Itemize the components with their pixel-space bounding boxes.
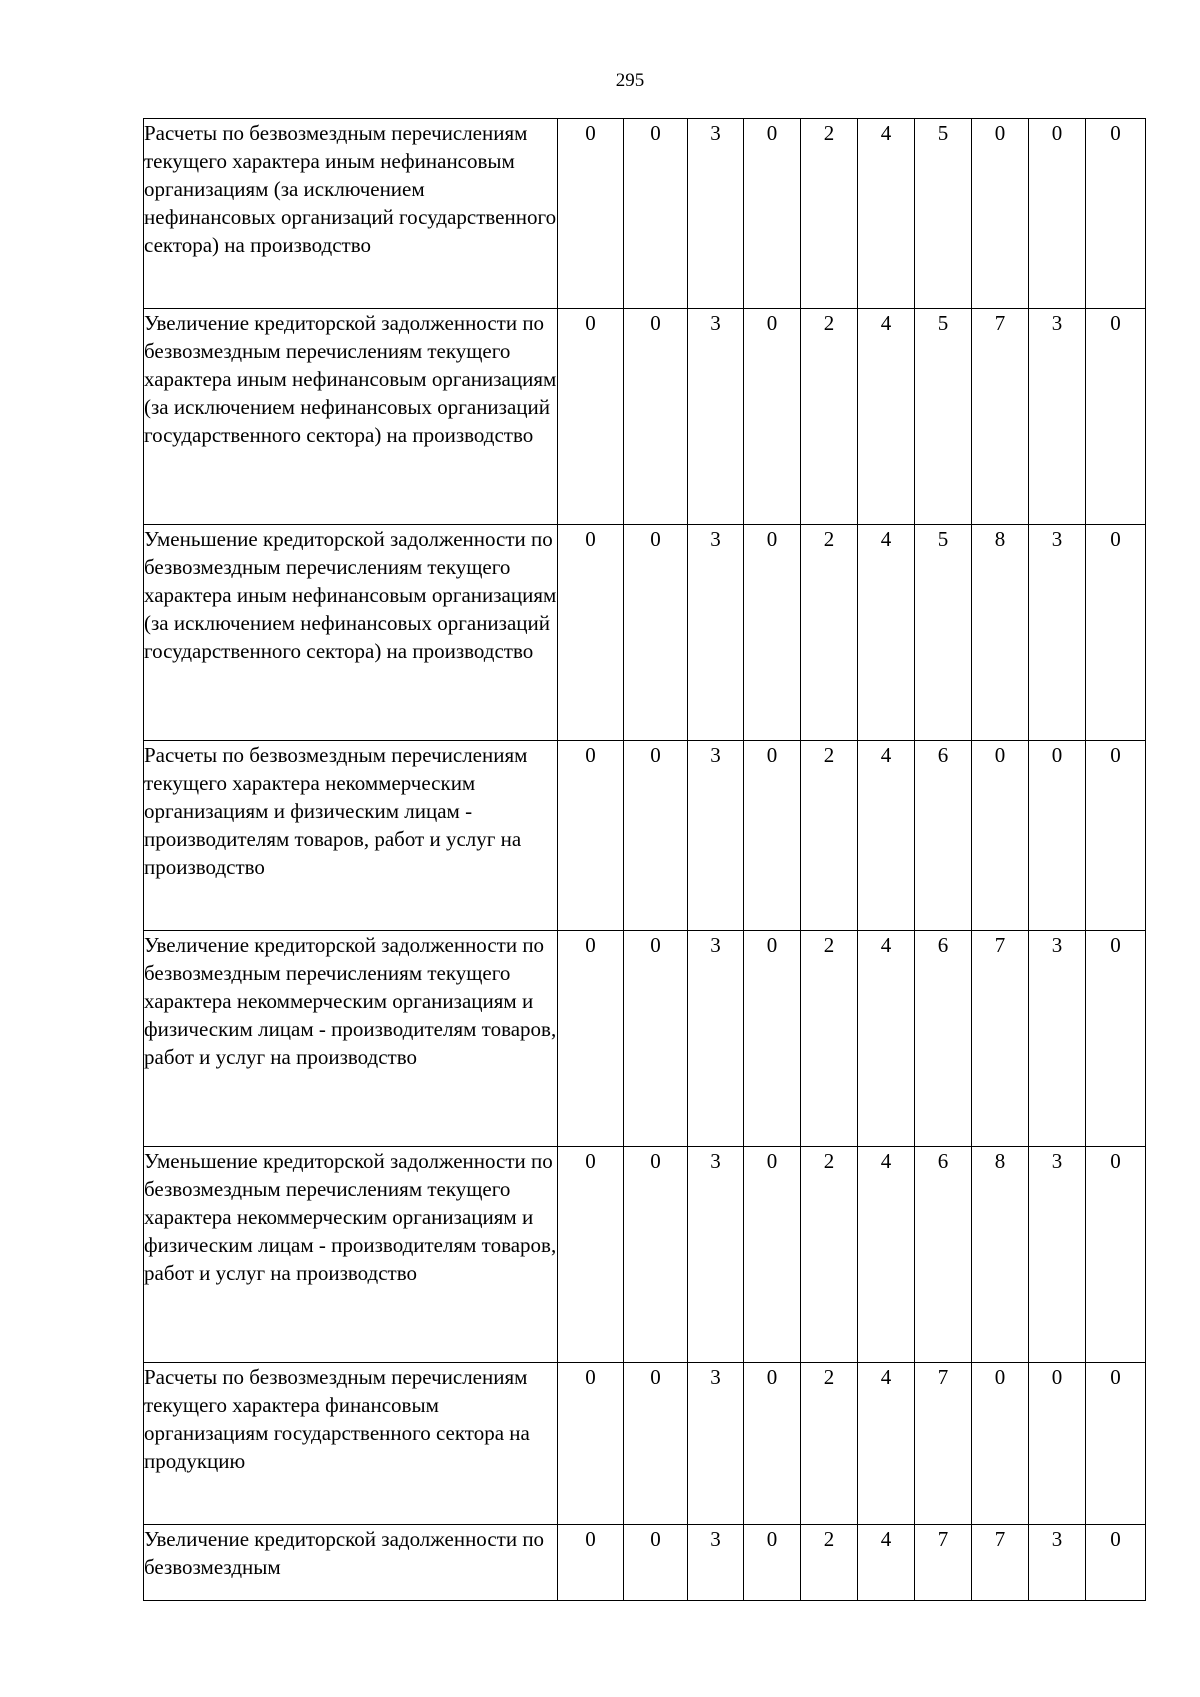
code-digit-cell: 0 — [744, 1147, 801, 1363]
code-digit-cell: 0 — [744, 1363, 801, 1525]
code-digit-cell: 7 — [915, 1363, 972, 1525]
code-digit-cell: 4 — [858, 1525, 915, 1601]
code-digit-cell: 7 — [972, 309, 1029, 525]
code-digit-cell: 0 — [558, 1363, 624, 1525]
code-digit-cell: 0 — [744, 525, 801, 741]
table-row — [144, 1525, 1146, 1601]
code-digit-cell: 4 — [858, 741, 915, 931]
code-digit-cell: 2 — [801, 119, 858, 309]
page-number: 295 — [615, 70, 645, 91]
code-digit-cell: 0 — [558, 309, 624, 525]
code-digit-cell: 3 — [1029, 1525, 1086, 1601]
code-digit-cell: 8 — [972, 525, 1029, 741]
code-digit-cell: 0 — [1029, 741, 1086, 931]
code-digit-cell: 2 — [801, 1363, 858, 1525]
table-row — [144, 309, 1146, 525]
code-digit-cell: 0 — [972, 1363, 1029, 1525]
code-digit-cell: 0 — [744, 1525, 801, 1601]
code-digit-cell: 5 — [915, 119, 972, 309]
code-digit-cell: 2 — [801, 931, 858, 1147]
code-digit-cell: 8 — [972, 1147, 1029, 1363]
row-description: Расчеты по безвозмездным перечислениям текущего характера иным нефинансовым организациям (за исключением нефинансовых организаций государственного сектора) на производство — [144, 119, 558, 309]
code-digit-cell: 0 — [972, 741, 1029, 931]
code-digit-cell: 0 — [1086, 1363, 1146, 1525]
code-digit-cell: 0 — [558, 741, 624, 931]
row-description: Увеличение кредиторской задолженности по безвозмездным перечислениям текущего характера иным нефинансовым организациям (за исключением нефинансовых организаций государственного сектора) на производство — [144, 309, 558, 525]
code-digit-cell: 0 — [744, 309, 801, 525]
code-digit-cell: 6 — [915, 931, 972, 1147]
code-digit-cell: 0 — [744, 931, 801, 1147]
code-digit-cell: 6 — [915, 1147, 972, 1363]
code-digit-cell: 0 — [558, 1525, 624, 1601]
code-digit-cell: 0 — [624, 309, 688, 525]
code-digit-cell: 5 — [915, 309, 972, 525]
table-row — [144, 741, 1146, 931]
table-row — [144, 1363, 1146, 1525]
code-digit-cell: 0 — [624, 1147, 688, 1363]
code-digit-cell: 2 — [801, 309, 858, 525]
table-row — [144, 119, 1146, 309]
code-digit-cell: 7 — [972, 931, 1029, 1147]
row-description: Расчеты по безвозмездным перечислениям текущего характера некоммерческим организациям и физическим лицам - производителям товаров, работ и услуг на производство — [144, 741, 558, 931]
code-digit-cell: 6 — [915, 741, 972, 931]
code-digit-cell: 0 — [624, 525, 688, 741]
code-digit-cell: 2 — [801, 1147, 858, 1363]
table-row — [144, 525, 1146, 741]
code-digit-cell: 4 — [858, 1147, 915, 1363]
table-row — [144, 931, 1146, 1147]
code-digit-cell: 3 — [1029, 309, 1086, 525]
code-digit-cell: 3 — [688, 1525, 744, 1601]
code-digit-cell: 0 — [558, 119, 624, 309]
code-digit-cell: 0 — [558, 1147, 624, 1363]
row-description: Уменьшение кредиторской задолженности по безвозмездным перечислениям текущего характера иным нефинансовым организациям (за исключением нефинансовых организаций государственного сектора) на производство — [144, 525, 558, 741]
code-digit-cell: 0 — [624, 1363, 688, 1525]
code-digit-cell: 0 — [972, 119, 1029, 309]
code-digit-cell: 3 — [688, 931, 744, 1147]
code-digit-cell: 0 — [1086, 309, 1146, 525]
code-digit-cell: 0 — [744, 119, 801, 309]
code-digit-cell: 0 — [1086, 1147, 1146, 1363]
code-digit-cell: 7 — [915, 1525, 972, 1601]
code-digit-cell: 2 — [801, 1525, 858, 1601]
code-digit-cell: 4 — [858, 931, 915, 1147]
code-digit-cell: 2 — [801, 525, 858, 741]
code-digit-cell: 3 — [1029, 931, 1086, 1147]
code-digit-cell: 7 — [972, 1525, 1029, 1601]
code-digit-cell: 0 — [1086, 119, 1146, 309]
code-digit-cell: 5 — [915, 525, 972, 741]
code-digit-cell: 0 — [1086, 1525, 1146, 1601]
code-digit-cell: 0 — [1029, 119, 1086, 309]
code-digit-cell: 4 — [858, 119, 915, 309]
code-digit-cell: 3 — [688, 525, 744, 741]
row-description: Увеличение кредиторской задолженности по безвозмездным перечислениям текущего характера некоммерческим организациям и физическим лицам - производителям товаров, работ и услуг на производство — [144, 931, 558, 1147]
code-digit-cell: 0 — [1029, 1363, 1086, 1525]
code-digit-cell: 4 — [858, 1363, 915, 1525]
code-digit-cell: 2 — [801, 741, 858, 931]
code-digit-cell: 0 — [1086, 931, 1146, 1147]
code-digit-cell: 0 — [624, 119, 688, 309]
code-digit-cell: 0 — [624, 741, 688, 931]
row-description: Уменьшение кредиторской задолженности по безвозмездным перечислениям текущего характера некоммерческим организациям и физическим лицам - производителям товаров, работ и услуг на производство — [144, 1147, 558, 1363]
code-digit-cell: 4 — [858, 525, 915, 741]
code-digit-cell: 0 — [624, 931, 688, 1147]
code-digit-cell: 0 — [1086, 741, 1146, 931]
code-digit-cell: 0 — [558, 525, 624, 741]
code-digit-cell: 3 — [688, 119, 744, 309]
code-digit-cell: 0 — [624, 1525, 688, 1601]
code-digit-cell: 3 — [1029, 525, 1086, 741]
code-digit-cell: 3 — [688, 309, 744, 525]
code-digit-cell: 0 — [744, 741, 801, 931]
table-row — [144, 1147, 1146, 1363]
row-description: Расчеты по безвозмездным перечислениям текущего характера финансовым организациям государственного сектора на продукцию — [144, 1363, 558, 1525]
accounts-table — [143, 118, 1146, 1601]
code-digit-cell: 4 — [858, 309, 915, 525]
code-digit-cell: 0 — [558, 931, 624, 1147]
code-digit-cell: 3 — [1029, 1147, 1086, 1363]
row-description: Увеличение кредиторской задолженности по безвозмездным — [144, 1525, 558, 1601]
code-digit-cell: 3 — [688, 741, 744, 931]
code-digit-cell: 0 — [1086, 525, 1146, 741]
code-digit-cell: 3 — [688, 1363, 744, 1525]
code-digit-cell: 3 — [688, 1147, 744, 1363]
table-body — [144, 119, 1146, 1601]
